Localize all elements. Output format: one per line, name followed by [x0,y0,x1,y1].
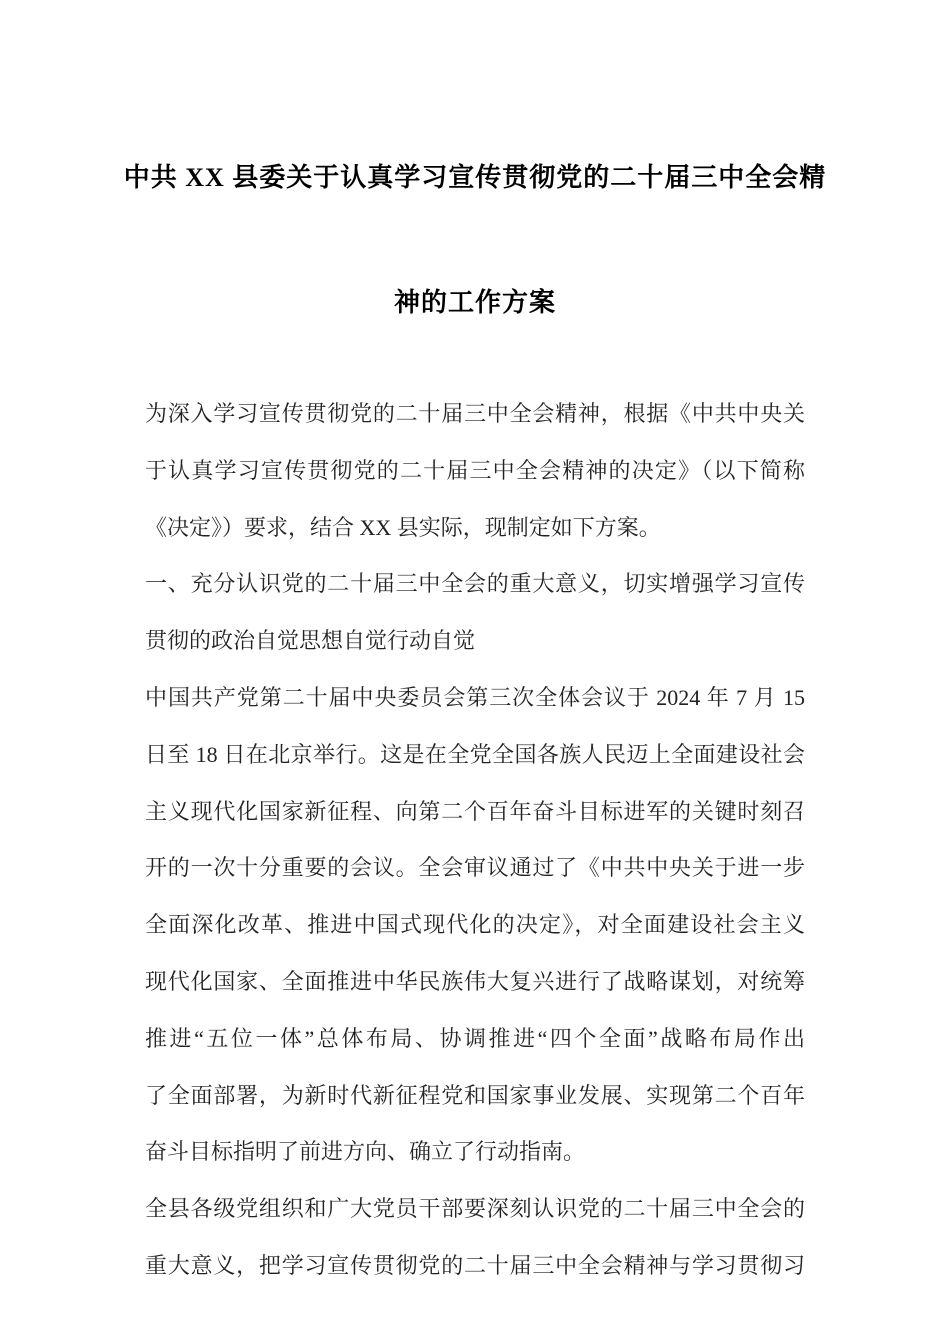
body-text-line: 重大意义，把学习宣传贯彻党的二十届三中全会精神与学习贯彻习 [145,1252,805,1278]
body-text-line: 全县各级党组织和广大党员干部要深刻认识党的二十届三中全会的 [145,1196,805,1222]
document-body [145,386,805,1295]
body-text-line: 推进“五位一体”总体布局、协调推进“四个全面”战略布局作出 [145,1025,805,1051]
body-text-line: 于认真学习宣传贯彻党的二十届三中全会精神的决定》（以下简称 [145,457,805,483]
body-text-line: 中国共产党第二十届中央委员会第三次全体会议于 2024 年 7 月 15 [145,684,805,710]
document-title-line-1: 中共 XX 县委关于认真学习宣传贯彻党的二十届三中全会精 [123,163,827,192]
body-text-line: 一、充分认识党的二十届三中全会的重大意义，切实增强学习宣传 [145,571,805,597]
body-text-line: 了全面部署，为新时代新征程党和国家事业发展、实现第二个百年 [145,1082,805,1108]
body-text-line: 为深入学习宣传贯彻党的二十届三中全会精神，根据《中共中央关 [145,401,805,426]
body-text-line: 现代化国家、全面推进中华民族伟大复兴进行了战略谋划，对统筹 [145,968,805,994]
body-text-line: 主义现代化国家新征程、向第二个百年奋斗目标进军的关键时刻召 [145,798,805,824]
body-text-line: 日至 18 日在北京举行。这是在全党全国各族人民迈上全面建设社会 [145,741,805,767]
document-title-line-2: 神的工作方案 [393,288,556,317]
body-text-line: 奋斗目标指明了前进方向、确立了行动指南。 [145,1139,586,1165]
body-text-line: 《决定》）要求，结合 XX 县实际，现制定如下方案。 [145,514,661,540]
body-text-line: 全面深化改革、推进中国式现代化的决定》，对全面建设社会主义 [145,912,805,938]
document-title [95,115,855,365]
body-text-line: 开的一次十分重要的会议。全会审议通过了《中共中央关于进一步 [145,855,805,881]
body-text-line: 贯彻的政治自觉思想自觉行动自觉 [145,628,476,654]
